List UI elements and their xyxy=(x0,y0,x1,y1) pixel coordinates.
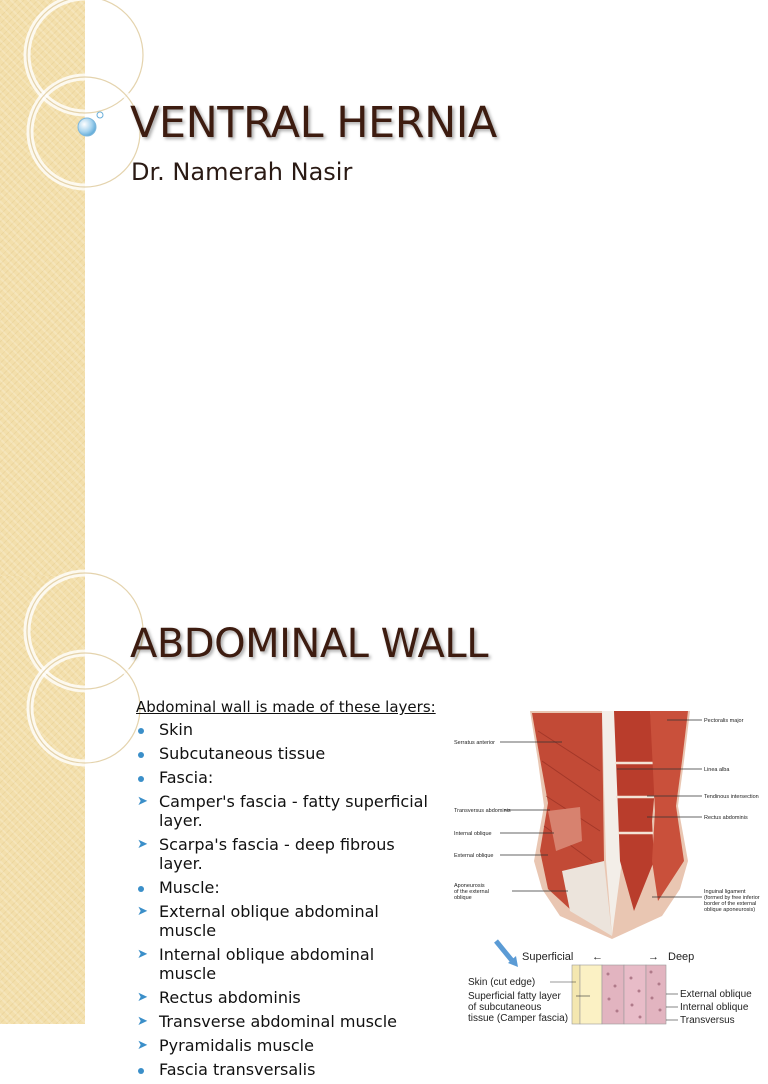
label-superficial: Superficial xyxy=(522,951,574,963)
label-external-oblique-layer: External oblique xyxy=(680,989,752,1000)
slide-title: ABDOMINAL WALL xyxy=(130,621,488,667)
external-oblique-layer xyxy=(602,965,624,1024)
label-tendinous-intersection: Tendinous intersection xyxy=(704,794,759,800)
label-aponeurosis-3: oblique xyxy=(454,895,472,901)
bullet-dot-icon xyxy=(138,1068,144,1074)
list-item xyxy=(136,835,436,873)
list-item-text: Fascia: xyxy=(159,768,214,787)
layers-list-block xyxy=(136,698,436,1084)
label-skin: Skin (cut edge) xyxy=(468,977,536,988)
label-fatty-1: Superficial fatty layer xyxy=(468,991,561,1002)
bullet-arrow-icon: ➤ xyxy=(137,947,148,962)
transversus-layer xyxy=(646,965,666,1024)
label-internal-oblique: Internal oblique xyxy=(454,831,492,837)
list-item xyxy=(136,878,436,897)
bullet-dot-icon xyxy=(138,886,144,892)
bullet-arrow-icon: ➤ xyxy=(137,837,148,852)
list-item xyxy=(136,988,436,1007)
bullet-dot-icon xyxy=(138,728,144,734)
label-internal-oblique-layer: Internal oblique xyxy=(680,1002,749,1013)
decorative-circles xyxy=(0,0,85,576)
list-item-text: Subcutaneous tissue xyxy=(159,744,326,763)
list-item xyxy=(136,902,436,940)
label-inguinal-2: (formed by free inferior xyxy=(704,895,760,901)
right-arrow-icon: → xyxy=(648,951,659,963)
decorative-circles xyxy=(0,576,85,1024)
list-item-text: Skin xyxy=(159,720,194,739)
bullet-list xyxy=(136,720,436,1079)
list-item-text: Internal oblique abdominal muscle xyxy=(159,945,375,983)
list-item-text: External oblique abdominal muscle xyxy=(159,902,379,940)
label-fatty-2: of subcutaneous xyxy=(468,1002,542,1013)
label-inguinal-3: border of the external xyxy=(704,901,757,907)
list-item xyxy=(136,744,436,763)
list-item-text: Scarpa's fascia - deep fibrous layer. xyxy=(159,835,395,873)
list-item xyxy=(136,792,436,830)
label-aponeurosis-2: of the external xyxy=(454,889,489,895)
list-item xyxy=(136,1036,436,1055)
abdominal-wall-slide xyxy=(0,576,768,1079)
bullet-dot-icon xyxy=(138,752,144,758)
bullet-arrow-icon: ➤ xyxy=(137,794,148,809)
bullet-arrow-icon: ➤ xyxy=(137,1014,148,1029)
bullet-arrow-icon: ➤ xyxy=(137,1038,148,1053)
decorative-bubbles xyxy=(72,105,112,145)
label-rectus-abdominis: Rectus abdominis xyxy=(704,815,748,821)
list-item xyxy=(136,1060,436,1079)
wall-layers-figure xyxy=(452,941,768,1024)
slide-title: VENTRAL HERNIA xyxy=(130,98,497,148)
bullet-arrow-icon: ➤ xyxy=(137,990,148,1005)
label-linea-alba: Linea alba xyxy=(704,767,730,773)
list-item xyxy=(136,945,436,983)
label-aponeurosis-1: Aponeurosis xyxy=(454,883,485,889)
pointer-arrow-icon xyxy=(496,941,514,963)
label-transversus-abdominis: Transversus abdominis xyxy=(454,808,511,814)
list-item-text: Muscle: xyxy=(159,878,220,897)
label-deep: Deep xyxy=(668,951,695,963)
slide-subtitle: Dr. Namerah Nasir xyxy=(131,158,353,186)
list-item-text: Rectus abdominis xyxy=(159,988,301,1007)
bullet-arrow-icon: ➤ xyxy=(137,904,148,919)
bullet-dot-icon xyxy=(138,776,144,782)
label-transversus-layer: Transversus xyxy=(680,1015,735,1026)
internal-oblique-layer xyxy=(624,965,646,1024)
decorative-side-band xyxy=(0,0,85,576)
list-item xyxy=(136,720,436,739)
list-item-text: Transverse abdominal muscle xyxy=(159,1012,397,1031)
list-item-text: Pyramidalis muscle xyxy=(159,1036,314,1055)
list-item-text: Camper's fascia - fatty superficial layer. xyxy=(159,792,428,830)
label-inguinal-4: oblique aponeurosis) xyxy=(704,907,756,913)
label-fatty-3: tissue (Camper fascia) xyxy=(468,1013,569,1024)
list-item xyxy=(136,768,436,787)
label-serratus-anterior: Serratus anterior xyxy=(454,740,495,746)
list-item-text: Fascia transversalis xyxy=(159,1060,316,1079)
decorative-side-band xyxy=(0,576,85,1024)
label-inguinal-1: Inguinal ligament xyxy=(704,889,746,895)
skin-layer xyxy=(572,965,580,1024)
label-pectoralis-major: Pectoralis major xyxy=(704,718,744,724)
list-intro: Abdominal wall is made of these layers: xyxy=(136,698,436,716)
abdominal-muscles-figure xyxy=(452,711,768,943)
label-external-oblique: External oblique xyxy=(454,853,494,859)
left-arrow-icon: ← xyxy=(592,951,603,963)
list-item xyxy=(136,1012,436,1031)
fat-layer xyxy=(580,965,602,1024)
